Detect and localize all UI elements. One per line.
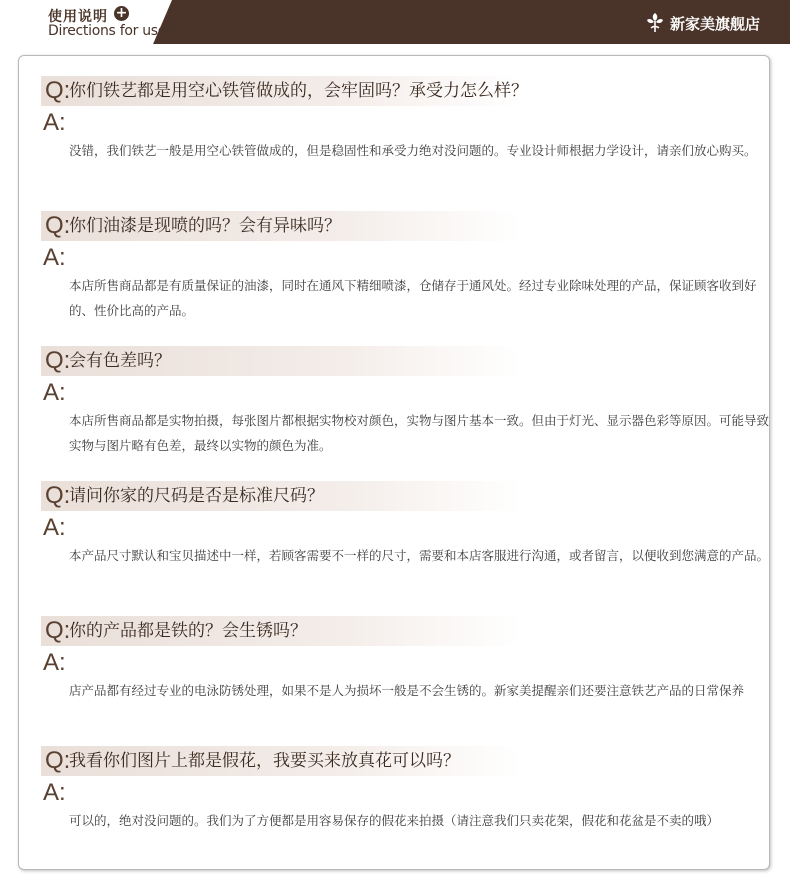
page-title: 使用说明	[48, 9, 108, 25]
a-mark: A:	[43, 244, 66, 271]
faq-panel	[18, 55, 770, 870]
answer-text: 可以的，绝对没问题的。我们为了方便都是用容易保存的假花来拍摄（请注意我们只卖花架，假花和花盆是不卖的哦）	[69, 813, 720, 828]
question-text: 你们油漆是现喷的吗？会有异味吗？	[69, 216, 341, 236]
answer-text: 本店所售商品都是实物拍摄，每张图片都根据实物校对颜色，实物与图片基本一致。但由于灯光、显示器色彩等原因。可能导致实物与图片略有色差，最终以实物的颜色为准。	[69, 413, 770, 453]
question-text: 会有色差吗？	[69, 351, 171, 371]
faq-item	[41, 616, 761, 698]
question-row	[41, 481, 521, 511]
faq-item	[41, 481, 770, 563]
brand-logo-icon	[645, 11, 665, 33]
question-text: 请问你家的尺码是否是标准尺码？	[69, 486, 324, 506]
answer-text: 没错，我们铁艺一般是用空心铁管做成的，但是稳固性和承受力绝对没问题的。专业设计师根据力学设计，请亲们放心购买。	[69, 143, 757, 158]
plus-circle-icon: +	[115, 5, 128, 21]
question-text: 你们铁艺都是用空心铁管做成的，会牢固吗？承受力怎么样？	[69, 81, 528, 101]
faq-item	[41, 346, 770, 453]
question-row	[41, 616, 521, 646]
q-mark: Q:	[45, 747, 71, 774]
page-subtitle: Directions for use	[48, 23, 167, 39]
faq-item	[41, 746, 761, 828]
question-row	[41, 746, 521, 776]
question-row	[41, 346, 521, 376]
answer-text: 店产品都有经过专业的电泳防锈处理，如果不是人为损坏一般是不会生锈的。新家美提醒亲们还要注意铁艺产品的日常保养	[69, 683, 745, 698]
q-mark: Q:	[45, 482, 71, 509]
a-mark: A:	[43, 514, 66, 541]
question-text: 我看你们图片上都是假花，我要买来放真花可以吗？	[69, 751, 460, 771]
question-row	[41, 76, 528, 106]
faq-item	[41, 76, 761, 158]
question-row	[41, 211, 521, 241]
question-text: 你的产品都是铁的？会生锈吗？	[69, 621, 307, 641]
q-mark: Q:	[45, 77, 71, 104]
a-mark: A:	[43, 109, 66, 136]
header-bar	[0, 0, 790, 44]
answer-text: 本店所售商品都是有质量保证的油漆，同时在通风下精细喷漆，仓储存于通风处。经过专业除味处理的产品，保证顾客收到好的、性价比高的产品。	[69, 278, 757, 318]
q-mark: Q:	[45, 347, 71, 374]
q-mark: Q:	[45, 617, 71, 644]
a-mark: A:	[43, 649, 66, 676]
q-mark: Q:	[45, 212, 71, 239]
a-mark: A:	[43, 379, 66, 406]
store-name: 新家美旗舰店	[669, 15, 760, 33]
faq-item	[41, 211, 761, 318]
answer-text: 本产品尺寸默认和宝贝描述中一样，若顾客需要不一样的尺寸，需要和本店客服进行沟通，或者留言，以便收到您满意的产品。	[69, 548, 770, 563]
a-mark: A:	[43, 779, 66, 806]
